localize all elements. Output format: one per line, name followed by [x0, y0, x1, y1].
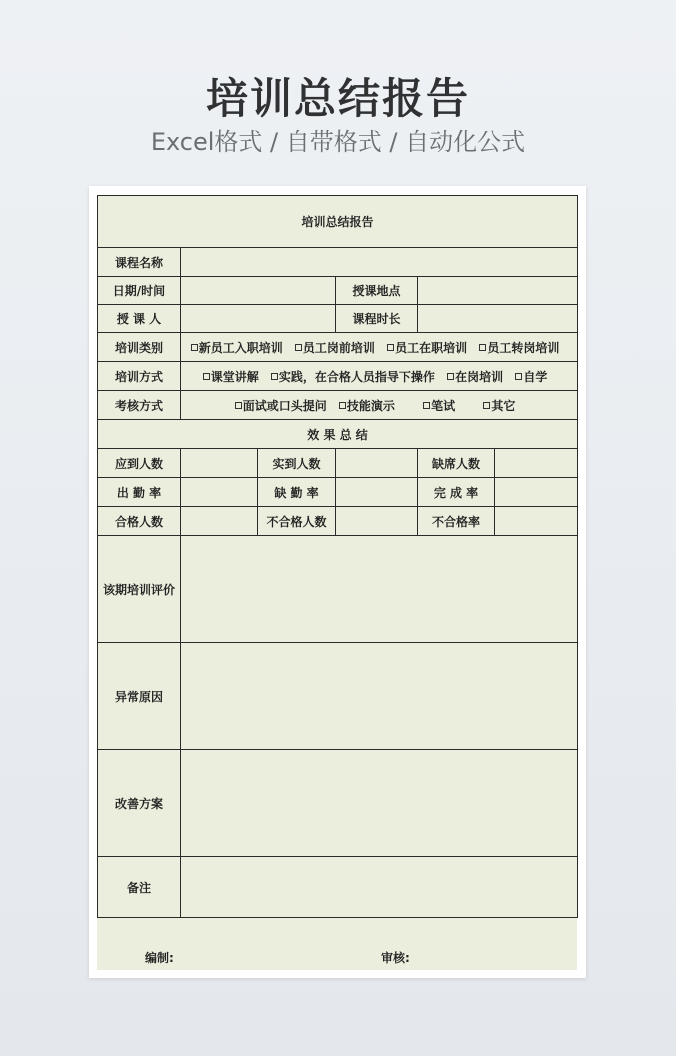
checkbox-icon	[447, 373, 454, 380]
checkbox-option[interactable]: 员工岗前培训	[295, 341, 375, 355]
checkbox-option[interactable]: 员工在职培训	[387, 341, 467, 355]
checkbox-icon	[515, 373, 522, 380]
absence-rate-cell[interactable]	[336, 478, 418, 507]
evaluation-label: 该期培训评价	[98, 536, 181, 643]
training-summary-table	[97, 195, 578, 918]
checkbox-option[interactable]: 新员工入职培训	[191, 341, 283, 355]
absent-label: 缺席人数	[418, 449, 495, 478]
evaluation-cell[interactable]	[181, 536, 578, 643]
checkbox-icon	[295, 344, 302, 351]
date-time-cell[interactable]	[181, 277, 336, 305]
form-footer	[97, 947, 577, 969]
course-name-cell[interactable]	[181, 248, 578, 277]
checkbox-icon	[235, 402, 242, 409]
checkbox-icon	[479, 344, 486, 351]
training-method-options	[181, 362, 578, 391]
checkbox-icon	[483, 402, 490, 409]
checkbox-option[interactable]: 在岗培训	[447, 370, 503, 384]
checkbox-option[interactable]: 笔试	[423, 399, 455, 413]
checkbox-icon	[271, 373, 278, 380]
absence-rate-label: 缺 勤 率	[258, 478, 336, 507]
checkbox-icon	[203, 373, 210, 380]
effect-summary-header: 效 果 总 结	[98, 420, 578, 449]
duration-cell[interactable]	[418, 305, 578, 333]
abnormal-reason-label: 异常原因	[98, 643, 181, 750]
hero-subtitle: Excel格式 / 自带格式 / 自动化公式	[150, 128, 526, 156]
qualified-cell[interactable]	[181, 507, 258, 536]
instructor-label: 授 课 人	[98, 305, 181, 333]
unqualified-rate-label: 不合格率	[418, 507, 495, 536]
checkbox-option[interactable]: 自学	[515, 370, 547, 384]
checkbox-option[interactable]: 课堂讲解	[203, 370, 259, 384]
improvement-cell[interactable]	[181, 750, 578, 857]
attendance-rate-label: 出 勤 率	[98, 478, 181, 507]
checkbox-option[interactable]: 员工转岗培训	[479, 341, 559, 355]
form-paper	[89, 186, 586, 978]
hero-title: 培训总结报告	[205, 74, 470, 123]
actual-label: 实到人数	[258, 449, 336, 478]
checkbox-option[interactable]: 实践，在合格人员指导下操作	[271, 370, 435, 384]
checkbox-icon	[339, 402, 346, 409]
checkbox-option[interactable]: 技能演示	[339, 399, 395, 413]
expected-cell[interactable]	[181, 449, 258, 478]
instructor-cell[interactable]	[181, 305, 336, 333]
location-label: 授课地点	[336, 277, 418, 305]
assessment-method-label: 考核方式	[98, 391, 181, 420]
checkbox-option[interactable]: 面试或口头提问	[235, 399, 327, 413]
completion-rate-cell[interactable]	[495, 478, 578, 507]
date-time-label: 日期/时间	[98, 277, 181, 305]
abnormal-reason-cell[interactable]	[181, 643, 578, 750]
checkbox-option[interactable]: 其它	[483, 399, 515, 413]
location-cell[interactable]	[418, 277, 578, 305]
completion-rate-label: 完 成 率	[418, 478, 495, 507]
expected-label: 应到人数	[98, 449, 181, 478]
remarks-label: 备注	[98, 857, 181, 918]
training-type-label: 培训类别	[98, 333, 181, 362]
form-sheet	[97, 195, 577, 970]
unqualified-rate-cell[interactable]	[495, 507, 578, 536]
improvement-label: 改善方案	[98, 750, 181, 857]
duration-label: 课程时长	[336, 305, 418, 333]
assessment-method-options	[181, 391, 578, 420]
course-name-label: 课程名称	[98, 248, 181, 277]
absent-cell[interactable]	[495, 449, 578, 478]
form-title: 培训总结报告	[98, 196, 578, 248]
checkbox-icon	[387, 344, 394, 351]
attendance-rate-cell[interactable]	[181, 478, 258, 507]
qualified-label: 合格人数	[98, 507, 181, 536]
reviewed-by-label: 审核:	[381, 951, 410, 965]
actual-cell[interactable]	[336, 449, 418, 478]
checkbox-icon	[191, 344, 198, 351]
remarks-cell[interactable]	[181, 857, 578, 918]
training-method-label: 培训方式	[98, 362, 181, 391]
training-type-options	[181, 333, 578, 362]
checkbox-icon	[423, 402, 430, 409]
unqualified-cell[interactable]	[336, 507, 418, 536]
prepared-by-label: 编制:	[145, 951, 174, 965]
unqualified-label: 不合格人数	[258, 507, 336, 536]
